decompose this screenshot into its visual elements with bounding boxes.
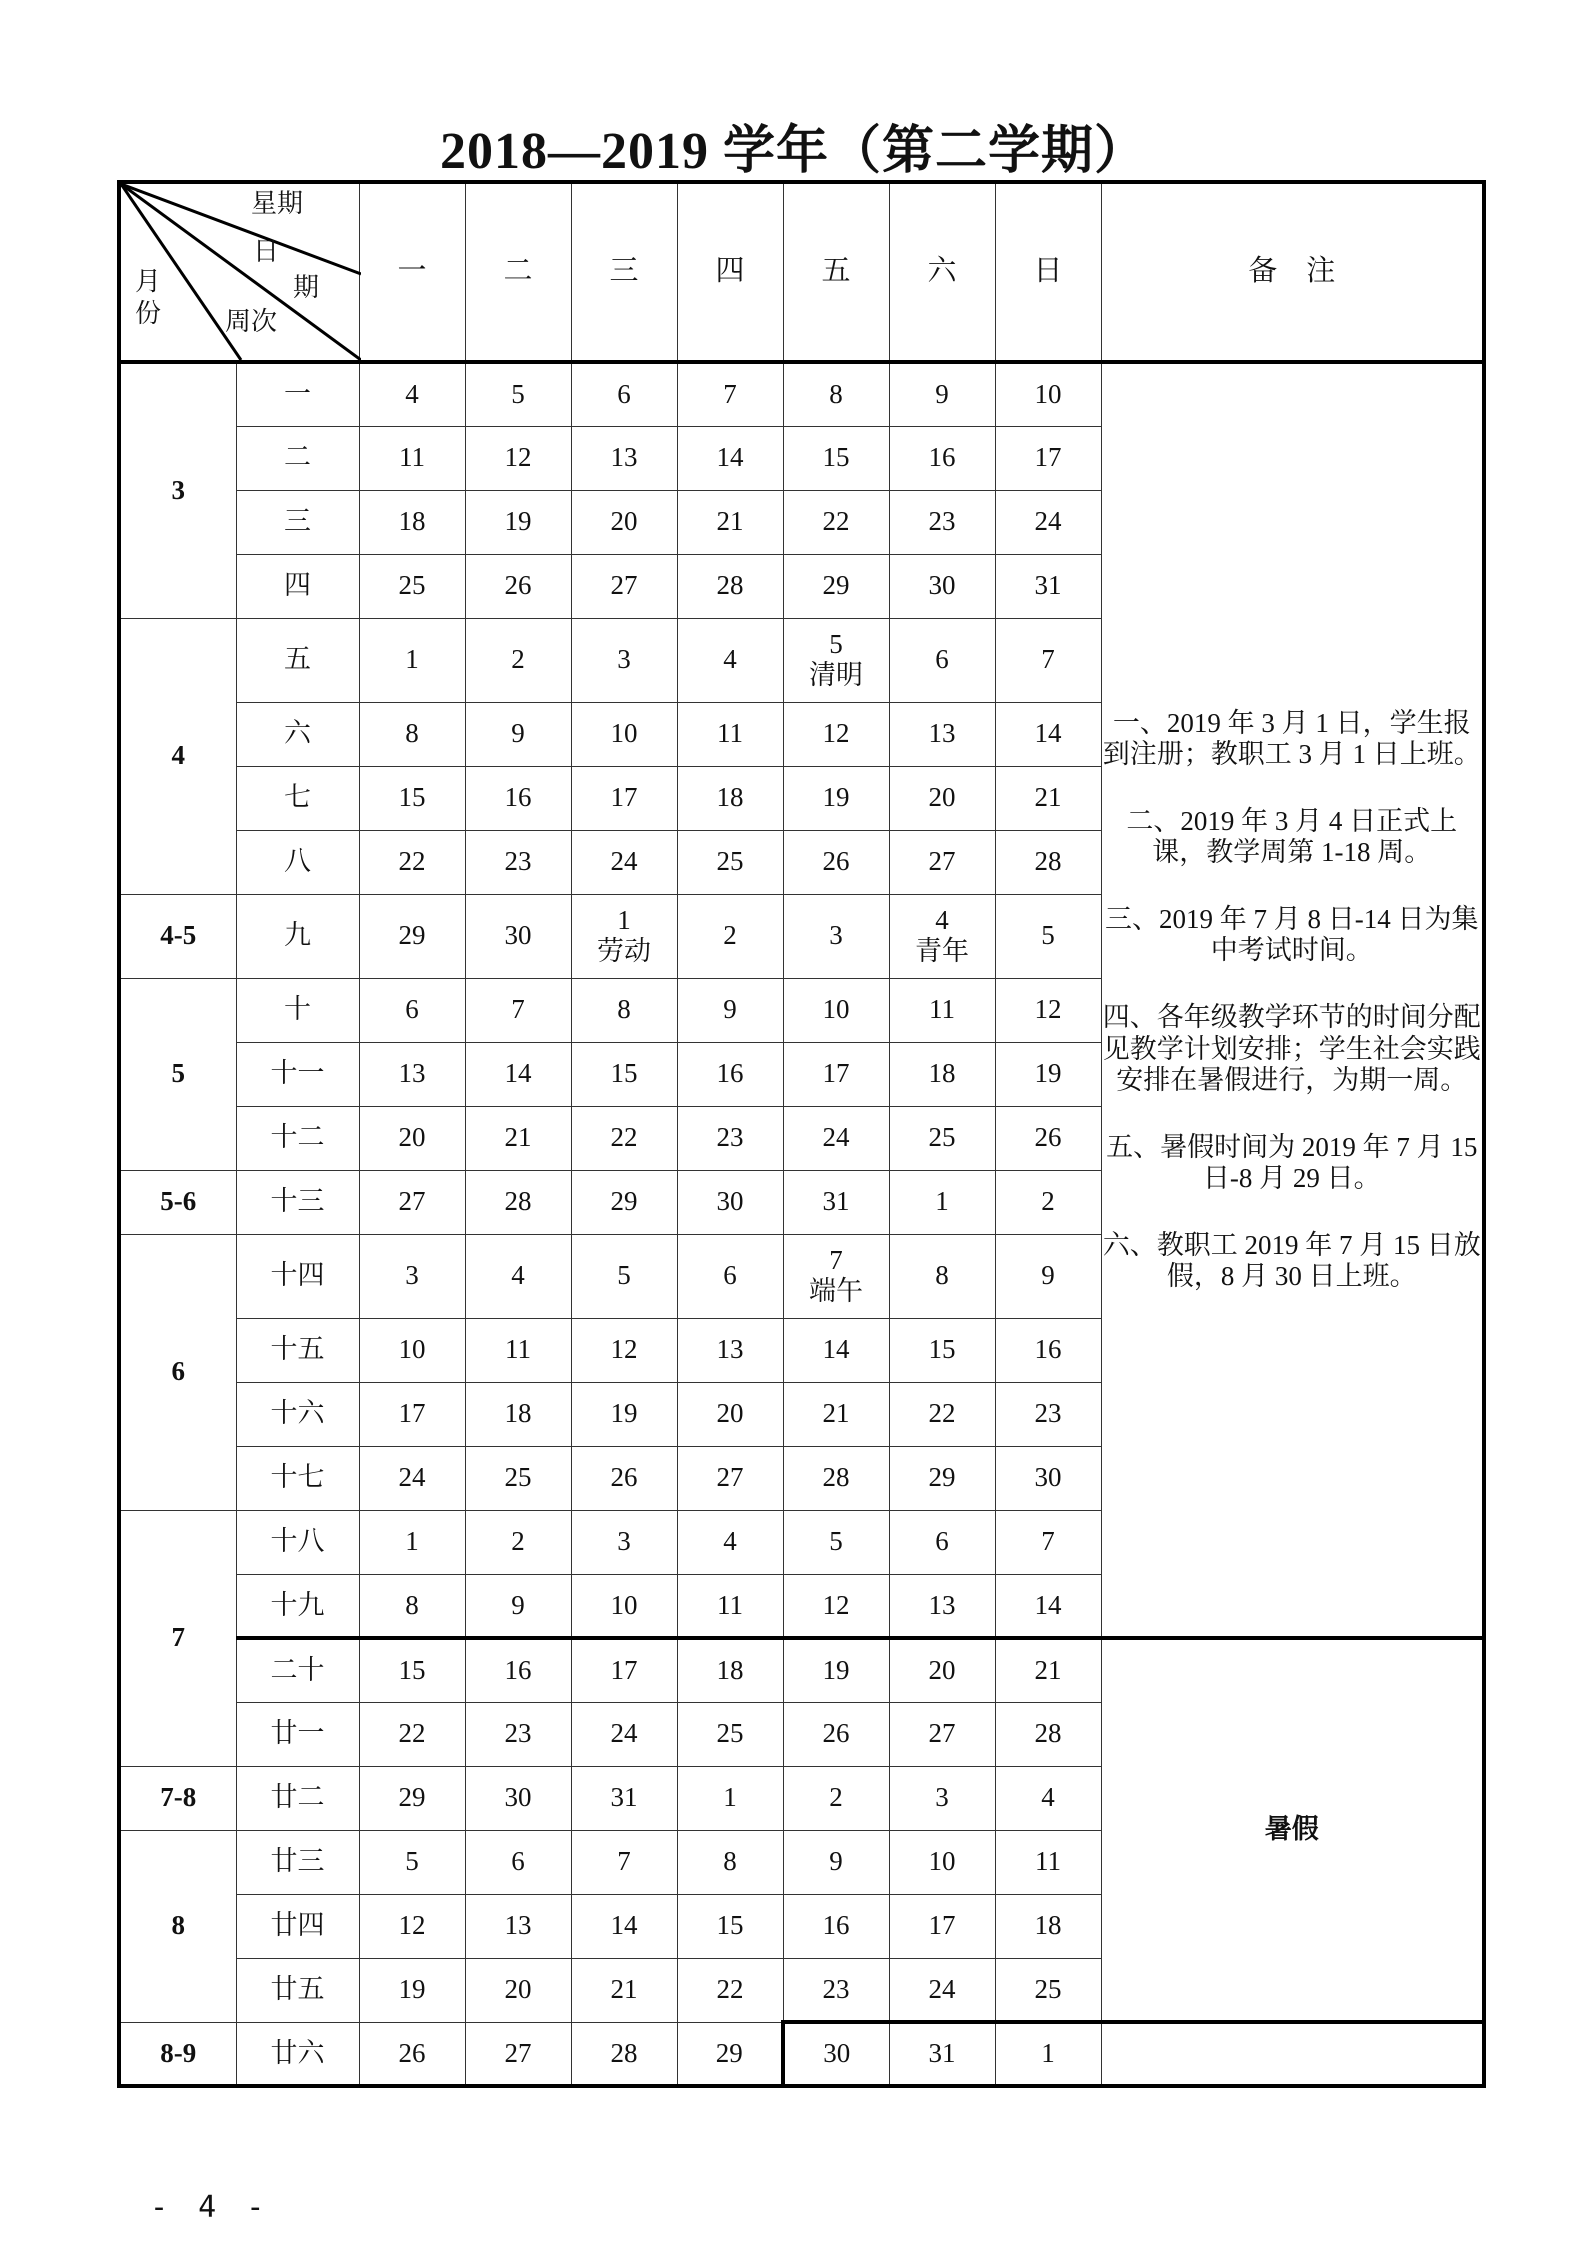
date-cell: 14: [677, 426, 783, 490]
date-cell: 25: [465, 1446, 571, 1510]
date-cell: 20: [889, 766, 995, 830]
date-cell: 3: [889, 1766, 995, 1830]
week-number-cell: 十七: [236, 1446, 359, 1510]
date-cell: 24: [783, 1106, 889, 1170]
corner-date-qi-label: 期: [293, 273, 320, 303]
date-cell: 29: [359, 1766, 465, 1830]
date-cell: 12: [359, 1894, 465, 1958]
date-cell: 27: [465, 2022, 571, 2086]
date-cell: 29: [571, 1170, 677, 1234]
week-number-cell: 四: [236, 554, 359, 618]
week-number-cell: 六: [236, 702, 359, 766]
date-cell: 3: [571, 618, 677, 702]
date-cell: 11: [889, 978, 995, 1042]
date-cell: 26: [571, 1446, 677, 1510]
date-cell: 29: [889, 1446, 995, 1510]
month-cell: 4: [119, 618, 236, 894]
date-cell: 10: [889, 1830, 995, 1894]
date-cell: 28: [995, 830, 1101, 894]
date-cell: 15: [359, 766, 465, 830]
date-number: 1: [617, 904, 631, 935]
date-cell: 20: [677, 1382, 783, 1446]
notes-cell: [1101, 362, 1484, 1638]
date-cell: 26: [465, 554, 571, 618]
date-cell: 18: [359, 490, 465, 554]
date-cell: 21: [465, 1106, 571, 1170]
date-cell: 8: [783, 362, 889, 426]
date-cell: 28: [995, 1702, 1101, 1766]
date-cell: 23: [465, 830, 571, 894]
date-cell: 1: [359, 618, 465, 702]
date-cell: 9: [783, 1830, 889, 1894]
date-cell: 12: [783, 702, 889, 766]
date-cell: 6: [571, 362, 677, 426]
date-number: 4: [935, 904, 949, 935]
date-cell: 16: [677, 1042, 783, 1106]
date-cell: 13: [677, 1318, 783, 1382]
holiday-label: 劳动: [597, 936, 651, 966]
date-cell: 8: [677, 1830, 783, 1894]
date-cell: 31: [783, 1170, 889, 1234]
weekday-header-thu: 四: [677, 182, 783, 362]
date-cell: 24: [571, 1702, 677, 1766]
date-cell: 21: [783, 1382, 889, 1446]
date-cell: 28: [465, 1170, 571, 1234]
empty-notes-cell: [1101, 2022, 1484, 2086]
date-cell: 5: [359, 1830, 465, 1894]
summer-vacation-cell: 暑假: [1101, 1638, 1484, 2022]
date-cell: 3: [783, 894, 889, 978]
week-number-cell: 廿二: [236, 1766, 359, 1830]
date-cell: 20: [359, 1106, 465, 1170]
week-number-cell: 二十: [236, 1638, 359, 1702]
date-cell: 8: [359, 1574, 465, 1638]
date-cell: 21: [571, 1958, 677, 2022]
date-cell: 31: [889, 2022, 995, 2086]
date-cell: 26: [783, 830, 889, 894]
date-cell: 7: [995, 1510, 1101, 1574]
week-number-cell: 七: [236, 766, 359, 830]
corner-month-fen-label: 份: [135, 299, 162, 329]
week-number-cell: 三: [236, 490, 359, 554]
date-cell: 14: [783, 1318, 889, 1382]
date-cell: 29: [359, 894, 465, 978]
date-cell: 5: [465, 362, 571, 426]
month-cell: 5-6: [119, 1170, 236, 1234]
date-cell: 20: [571, 490, 677, 554]
date-cell: 18: [995, 1894, 1101, 1958]
date-cell: 5: [571, 1234, 677, 1318]
date-cell: 20: [465, 1958, 571, 2022]
date-cell: 21: [995, 1638, 1101, 1702]
note-paragraph: 四、各年级教学环节的时间分配见教学计划安排；学生社会实践安排在暑假进行，为期一周。: [1102, 1002, 1481, 1095]
week-number-cell: 十八: [236, 1510, 359, 1574]
date-cell: 5: [995, 894, 1101, 978]
note-paragraph: 二、2019 年 3 月 4 日正式上课，教学周第 1-18 周。: [1126, 806, 1458, 868]
date-cell: 10: [571, 702, 677, 766]
date-cell: 17: [889, 1894, 995, 1958]
date-cell: 4: [465, 1234, 571, 1318]
weekday-header-sat: 六: [889, 182, 995, 362]
week-number-cell: 廿四: [236, 1894, 359, 1958]
date-cell: 27: [571, 554, 677, 618]
date-cell: 17: [995, 426, 1101, 490]
date-cell: 10: [783, 978, 889, 1042]
date-cell: 21: [677, 490, 783, 554]
date-cell: 1: [995, 2022, 1101, 2086]
weekday-header-tue: 二: [465, 182, 571, 362]
date-cell: 8: [359, 702, 465, 766]
date-cell: 24: [889, 1958, 995, 2022]
note-paragraph: 六、教职工 2019 年 7 月 15 日放假，8 月 30 日上班。: [1102, 1229, 1481, 1291]
date-cell: 25: [677, 1702, 783, 1766]
date-cell: 17: [571, 1638, 677, 1702]
corner-header-cell: [119, 182, 359, 362]
date-cell: [783, 1234, 889, 1318]
date-cell: 28: [571, 2022, 677, 2086]
date-cell: 18: [677, 1638, 783, 1702]
date-cell: 17: [359, 1382, 465, 1446]
date-cell: 9: [677, 978, 783, 1042]
date-cell: 19: [995, 1042, 1101, 1106]
date-cell: 2: [995, 1170, 1101, 1234]
date-cell: 12: [465, 426, 571, 490]
date-cell: 30: [465, 1766, 571, 1830]
week-number-cell: 十九: [236, 1574, 359, 1638]
date-cell: 2: [783, 1766, 889, 1830]
month-cell: 7: [119, 1510, 236, 1766]
date-cell: 22: [889, 1382, 995, 1446]
date-cell: 17: [571, 766, 677, 830]
date-cell: 7: [465, 978, 571, 1042]
date-cell: 19: [465, 490, 571, 554]
date-cell: 30: [783, 2022, 889, 2086]
date-cell: 14: [465, 1042, 571, 1106]
date-cell: 23: [783, 1958, 889, 2022]
weekday-header-wed: 三: [571, 182, 677, 362]
date-number: 5: [829, 628, 843, 659]
date-cell: 12: [571, 1318, 677, 1382]
date-cell: 25: [677, 830, 783, 894]
date-cell: 22: [677, 1958, 783, 2022]
date-cell: 15: [359, 1638, 465, 1702]
date-cell: 13: [359, 1042, 465, 1106]
date-cell: 4: [995, 1766, 1101, 1830]
date-cell: 19: [783, 1638, 889, 1702]
date-cell: 15: [677, 1894, 783, 1958]
date-cell: 28: [783, 1446, 889, 1510]
date-cell: 6: [889, 1510, 995, 1574]
date-cell: 13: [889, 1574, 995, 1638]
date-cell: 13: [465, 1894, 571, 1958]
week-number-cell: 十三: [236, 1170, 359, 1234]
date-cell: 24: [995, 490, 1101, 554]
week-row: [119, 1638, 1484, 1702]
corner-month-yue-label: 月: [135, 267, 162, 297]
holiday-label: 青年: [915, 936, 969, 966]
month-cell: 5: [119, 978, 236, 1170]
date-cell: 2: [677, 894, 783, 978]
date-cell: 29: [677, 2022, 783, 2086]
date-cell: 28: [677, 554, 783, 618]
week-number-cell: 十一: [236, 1042, 359, 1106]
date-cell: 15: [889, 1318, 995, 1382]
date-cell: 18: [889, 1042, 995, 1106]
date-cell: 6: [465, 1830, 571, 1894]
date-cell: 17: [783, 1042, 889, 1106]
date-cell: 7: [995, 618, 1101, 702]
date-cell: 22: [359, 1702, 465, 1766]
date-cell: 1: [677, 1766, 783, 1830]
date-cell: 1: [889, 1170, 995, 1234]
week-number-cell: 廿一: [236, 1702, 359, 1766]
date-cell: 23: [995, 1382, 1101, 1446]
date-cell: 26: [995, 1106, 1101, 1170]
date-cell: [783, 618, 889, 702]
note-paragraph: 一、2019 年 3 月 1 日，学生报到注册；教职工 3 月 1 日上班。: [1102, 708, 1481, 770]
date-cell: 2: [465, 1510, 571, 1574]
date-cell: 11: [359, 426, 465, 490]
week-number-cell: 十二: [236, 1106, 359, 1170]
date-cell: 6: [359, 978, 465, 1042]
date-cell: 8: [889, 1234, 995, 1318]
note-paragraph: 五、暑假时间为 2019 年 7 月 15 日-8 月 29 日。: [1106, 1131, 1478, 1193]
date-cell: 6: [889, 618, 995, 702]
date-cell: 14: [995, 702, 1101, 766]
date-cell: 22: [783, 490, 889, 554]
date-cell: 7: [571, 1830, 677, 1894]
weekday-header-sun: 日: [995, 182, 1101, 362]
date-cell: 12: [783, 1574, 889, 1638]
date-cell: 25: [359, 554, 465, 618]
date-cell: 23: [889, 490, 995, 554]
date-cell: 21: [995, 766, 1101, 830]
date-cell: 16: [783, 1894, 889, 1958]
date-cell: 9: [465, 1574, 571, 1638]
date-cell: 16: [889, 426, 995, 490]
date-cell: 27: [359, 1170, 465, 1234]
date-cell: 23: [465, 1702, 571, 1766]
date-cell: 30: [889, 554, 995, 618]
date-cell: 3: [359, 1234, 465, 1318]
week-number-cell: 一: [236, 362, 359, 426]
month-cell: 8-9: [119, 2022, 236, 2086]
date-cell: 12: [995, 978, 1101, 1042]
date-cell: 16: [465, 1638, 571, 1702]
page-number: - 4 -: [150, 2190, 271, 2225]
week-number-cell: 八: [236, 830, 359, 894]
month-cell: 7-8: [119, 1766, 236, 1830]
week-row: [119, 362, 1484, 426]
date-cell: 9: [995, 1234, 1101, 1318]
date-cell: 24: [571, 830, 677, 894]
date-cell: 4: [677, 1510, 783, 1574]
date-cell: 11: [465, 1318, 571, 1382]
date-cell: 16: [465, 766, 571, 830]
date-cell: 14: [995, 1574, 1101, 1638]
notes-header: 备 注: [1101, 182, 1484, 362]
date-cell: [571, 894, 677, 978]
month-cell: 6: [119, 1234, 236, 1510]
date-cell: 31: [571, 1766, 677, 1830]
corner-week-no-label: 周次: [225, 307, 278, 337]
weekday-header-mon: 一: [359, 182, 465, 362]
date-cell: 11: [995, 1830, 1101, 1894]
date-cell: 10: [571, 1574, 677, 1638]
date-cell: 13: [571, 426, 677, 490]
week-number-cell: 九: [236, 894, 359, 978]
date-cell: 15: [783, 426, 889, 490]
date-cell: 4: [677, 618, 783, 702]
month-cell: 4-5: [119, 894, 236, 978]
date-cell: 23: [677, 1106, 783, 1170]
date-cell: 11: [677, 702, 783, 766]
weekday-header-fri: 五: [783, 182, 889, 362]
date-cell: 5: [783, 1510, 889, 1574]
month-cell: 8: [119, 1830, 236, 2022]
holiday-label: 清明: [809, 660, 863, 690]
date-cell: 15: [571, 1042, 677, 1106]
week-number-cell: 十五: [236, 1318, 359, 1382]
date-cell: [889, 894, 995, 978]
date-cell: 3: [571, 1510, 677, 1574]
date-number: 7: [829, 1244, 843, 1275]
date-cell: 11: [677, 1574, 783, 1638]
date-cell: 18: [677, 766, 783, 830]
date-cell: 7: [677, 362, 783, 426]
date-cell: 30: [465, 894, 571, 978]
week-number-cell: 廿五: [236, 1958, 359, 2022]
date-cell: 20: [889, 1638, 995, 1702]
date-cell: 25: [995, 1958, 1101, 2022]
date-cell: 31: [995, 554, 1101, 618]
date-cell: 24: [359, 1446, 465, 1510]
date-cell: 27: [889, 830, 995, 894]
date-cell: 9: [465, 702, 571, 766]
date-cell: 2: [465, 618, 571, 702]
week-number-cell: 五: [236, 618, 359, 702]
date-cell: 1: [359, 1510, 465, 1574]
date-cell: 8: [571, 978, 677, 1042]
calendar-table: [117, 180, 1486, 2088]
note-paragraph: 三、2019 年 7 月 8 日-14 日为集中考试时间。: [1105, 904, 1479, 966]
date-cell: 29: [783, 554, 889, 618]
date-cell: 27: [677, 1446, 783, 1510]
page-title: 2018—2019 学年（第二学期）: [439, 123, 1147, 180]
week-number-cell: 十六: [236, 1382, 359, 1446]
date-cell: 9: [889, 362, 995, 426]
corner-date-ri-label: 日: [253, 237, 280, 267]
date-cell: 30: [677, 1170, 783, 1234]
date-cell: 22: [359, 830, 465, 894]
date-cell: 26: [359, 2022, 465, 2086]
date-cell: 16: [995, 1318, 1101, 1382]
week-number-cell: 十: [236, 978, 359, 1042]
holiday-label: 端午: [809, 1276, 863, 1306]
date-cell: 19: [359, 1958, 465, 2022]
date-cell: 18: [465, 1382, 571, 1446]
date-cell: 19: [783, 766, 889, 830]
week-number-cell: 廿六: [236, 2022, 359, 2086]
week-number-cell: 廿三: [236, 1830, 359, 1894]
date-cell: 4: [359, 362, 465, 426]
date-cell: 19: [571, 1382, 677, 1446]
week-row: [119, 2022, 1484, 2086]
week-number-cell: 十四: [236, 1234, 359, 1318]
date-cell: 30: [995, 1446, 1101, 1510]
date-cell: 10: [359, 1318, 465, 1382]
week-number-cell: 二: [236, 426, 359, 490]
date-cell: 6: [677, 1234, 783, 1318]
corner-weekday-label: 星期: [251, 189, 304, 219]
date-cell: 10: [995, 362, 1101, 426]
date-cell: 14: [571, 1894, 677, 1958]
date-cell: 25: [889, 1106, 995, 1170]
date-cell: 26: [783, 1702, 889, 1766]
month-cell: 3: [119, 362, 236, 618]
date-cell: 22: [571, 1106, 677, 1170]
date-cell: 13: [889, 702, 995, 766]
date-cell: 27: [889, 1702, 995, 1766]
